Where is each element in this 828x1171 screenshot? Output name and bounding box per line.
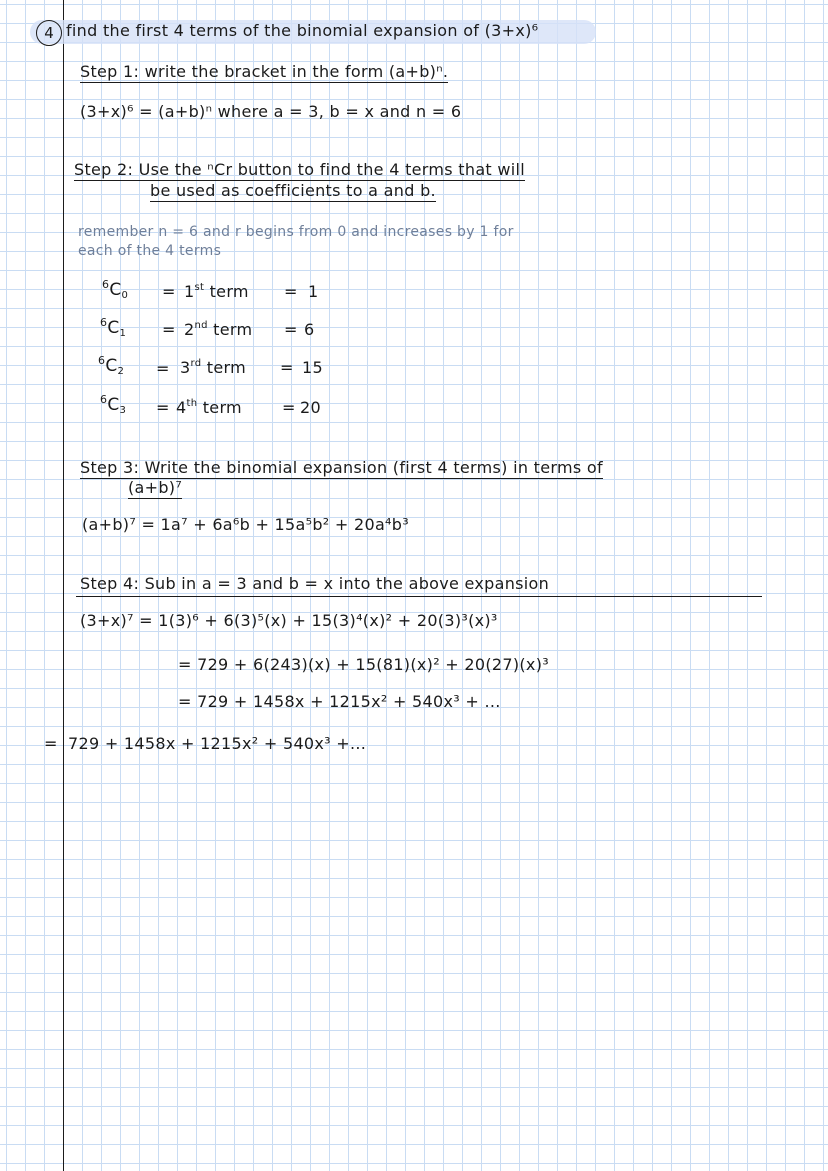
ncr-r: 2	[117, 366, 125, 377]
equals-sign: =	[156, 398, 170, 417]
step2-note-line1: remember n = 6 and r begins from 0 and increases by 1 for	[78, 224, 514, 240]
ordinal: 2	[184, 320, 195, 339]
ordinal: 4	[176, 398, 187, 417]
step4-line1: (3+x)⁷ = 1(3)⁶ + 6(3)⁵(x) + 15(3)⁴(x)² + 20(3)³(x)³	[80, 611, 498, 630]
ordinal-suffix: st	[194, 282, 205, 293]
coefficient-value: 20	[300, 398, 321, 417]
ncr-row	[102, 280, 128, 300]
step4-line3: = 729 + 1458x + 1215x² + 540x³ + ...	[178, 692, 501, 711]
ncr-n: 6	[100, 393, 108, 406]
equals-sign: =	[280, 358, 294, 377]
ordinal-term	[176, 398, 242, 417]
step2-heading-line2: be used as coefficients to a and b.	[150, 181, 436, 200]
ncr-n: 6	[98, 354, 106, 367]
ordinal: 1	[184, 282, 195, 301]
step3-expansion: (a+b)⁷ = 1a⁷ + 6a⁶b + 15a⁵b² + 20a⁴b³	[82, 515, 409, 534]
equals-sign: =	[284, 282, 298, 301]
equals-sign: =	[156, 359, 170, 378]
equals-sign: =	[284, 320, 298, 339]
equals-sign: =	[162, 320, 176, 339]
term-word: term	[202, 398, 242, 417]
ncr-n: 6	[102, 278, 110, 291]
ncr-base: C	[107, 395, 120, 415]
ncr-row	[100, 318, 126, 338]
ordinal-term	[180, 358, 246, 377]
ncr-n: 6	[100, 316, 108, 329]
final-equals: =	[44, 734, 58, 753]
coefficient-value: 1	[308, 282, 319, 301]
ncr-r: 1	[119, 328, 127, 339]
step1-heading: Step 1: write the bracket in the form (a+b)ⁿ.	[80, 62, 449, 81]
step2-heading-line1: Step 2: Use the ⁿCr button to find the 4 terms that will	[74, 160, 526, 179]
term-word: term	[213, 320, 253, 339]
equals-sign: =	[162, 282, 176, 301]
step2-note-line2: each of the 4 terms	[78, 243, 222, 259]
ncr-row	[100, 395, 126, 415]
term-word: term	[206, 358, 246, 377]
step3-heading-line2: (a+b)⁷	[128, 478, 183, 497]
coefficient-value: 6	[304, 320, 315, 339]
equals-sign: =	[282, 398, 296, 417]
step4-underline	[76, 596, 762, 597]
ncr-r: 0	[121, 290, 129, 301]
ordinal: 3	[180, 358, 191, 377]
ordinal-term	[184, 320, 252, 339]
ordinal-suffix: rd	[190, 358, 202, 369]
step4-heading: Step 4: Sub in a = 3 and b = x into the above expansion	[80, 574, 550, 593]
step3-heading-line1: Step 3: Write the binomial expansion (first 4 terms) in terms of	[80, 458, 603, 477]
ncr-base: C	[109, 280, 122, 300]
question-text: find the first 4 terms of the binomial expansion of (3+x)⁶	[66, 21, 539, 40]
margin-line	[63, 0, 64, 1171]
ncr-base: C	[107, 318, 120, 338]
coefficient-value: 15	[302, 358, 323, 377]
ordinal-suffix: nd	[194, 320, 208, 331]
ncr-r: 3	[119, 405, 127, 416]
final-answer: 729 + 1458x + 1215x² + 540x³ +...	[68, 734, 367, 753]
ncr-row	[98, 356, 124, 376]
ordinal-term	[184, 282, 249, 301]
question-number: 4	[36, 20, 62, 46]
step4-line2: = 729 + 6(243)(x) + 15(81)(x)² + 20(27)(x)³	[178, 655, 549, 674]
ordinal-suffix: th	[186, 398, 198, 409]
step1-line: (3+x)⁶ = (a+b)ⁿ where a = 3, b = x and n = 6	[80, 102, 462, 121]
term-word: term	[209, 282, 249, 301]
ncr-base: C	[105, 356, 118, 376]
